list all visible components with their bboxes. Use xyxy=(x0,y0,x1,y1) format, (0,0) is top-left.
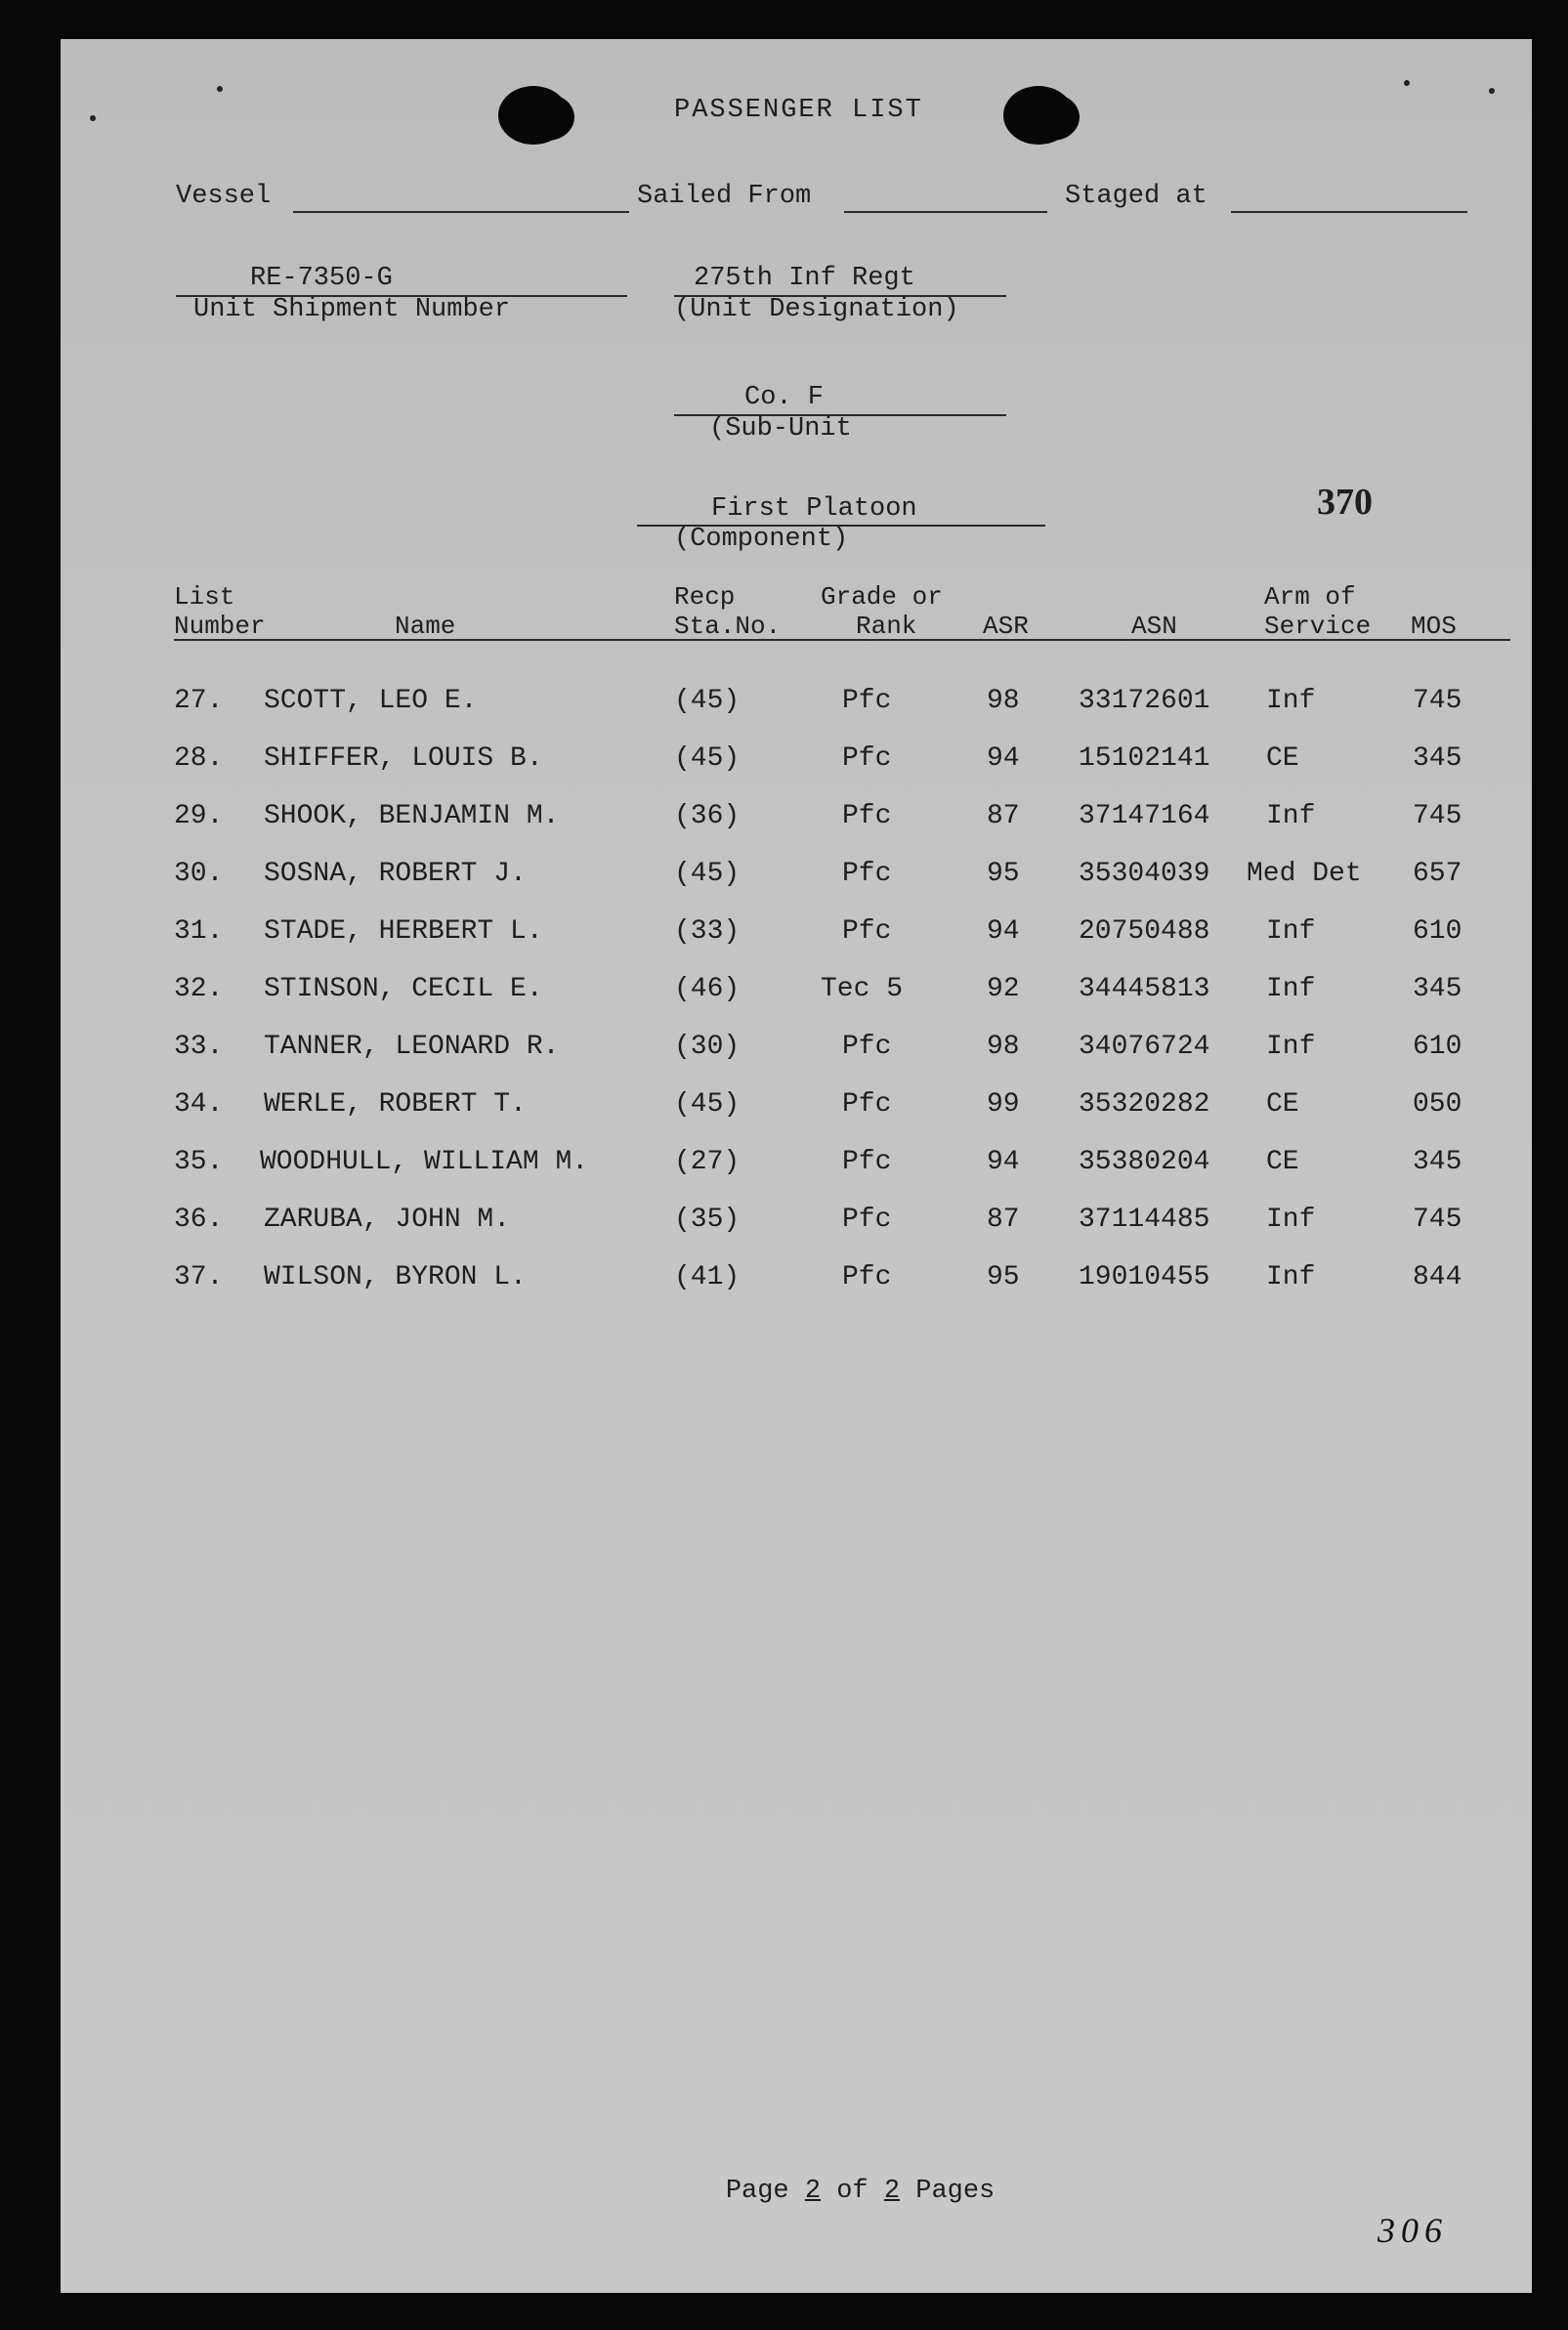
arm-of-service: CE xyxy=(1266,1147,1299,1177)
asr: 94 xyxy=(987,916,1020,947)
grade: Pfc xyxy=(842,686,892,716)
passenger-name: WERLE, ROBERT T. xyxy=(264,1089,527,1120)
asn: 19010455 xyxy=(1079,1262,1210,1292)
table-row xyxy=(61,974,1532,1023)
header-underline xyxy=(174,639,1510,641)
staged-at-label: Staged at xyxy=(1065,182,1208,211)
arm-of-service: Inf xyxy=(1266,916,1316,947)
table-row xyxy=(61,1262,1532,1311)
col-name: Name xyxy=(395,612,456,641)
col-recp-line2: Sta.No. xyxy=(674,612,782,641)
asn: 37114485 xyxy=(1079,1205,1210,1235)
arm-of-service: Inf xyxy=(1266,1262,1316,1292)
grade: Pfc xyxy=(842,1032,892,1062)
asr: 87 xyxy=(987,1205,1020,1235)
passenger-name: SHOOK, BENJAMIN M. xyxy=(264,801,560,831)
passenger-name: SOSNA, ROBERT J. xyxy=(264,859,527,889)
passenger-name: WILSON, BYRON L. xyxy=(264,1262,527,1292)
asn: 20750488 xyxy=(1079,916,1210,947)
page-of: of xyxy=(836,2177,869,2206)
grade: Pfc xyxy=(842,1205,892,1235)
recp-station: (36) xyxy=(674,801,741,831)
asn: 37147164 xyxy=(1079,801,1210,831)
sub-unit-value: Co. F xyxy=(744,383,825,412)
asn: 34445813 xyxy=(1079,974,1210,1004)
recp-station: (30) xyxy=(674,1032,741,1062)
document-page xyxy=(61,39,1532,2293)
sailed-from-label: Sailed From xyxy=(637,182,812,211)
col-arm-line2: Service xyxy=(1264,612,1372,641)
page-prefix: Page xyxy=(725,2177,789,2206)
grade: Pfc xyxy=(842,801,892,831)
passenger-name: WOODHULL, WILLIAM M. xyxy=(260,1147,589,1177)
list-number: 29. xyxy=(174,801,224,831)
asr: 95 xyxy=(987,859,1020,889)
asn: 35380204 xyxy=(1079,1147,1210,1177)
passenger-name: SHIFFER, LOUIS B. xyxy=(264,743,543,774)
recp-station: (33) xyxy=(674,916,741,947)
ink-speck xyxy=(217,86,223,92)
asn: 35304039 xyxy=(1079,859,1210,889)
mos: 050 xyxy=(1413,1089,1462,1120)
recp-station: (45) xyxy=(674,859,741,889)
mos: 345 xyxy=(1413,974,1462,1004)
list-number: 27. xyxy=(174,686,224,716)
sub-unit-label: (Sub-Unit xyxy=(709,414,852,444)
asr: 98 xyxy=(987,1032,1020,1062)
col-list-number-line1: List xyxy=(174,582,235,612)
mos: 345 xyxy=(1413,1147,1462,1177)
list-number: 35. xyxy=(174,1147,224,1177)
table-row xyxy=(61,743,1532,792)
list-number: 31. xyxy=(174,916,224,947)
punch-hole-left xyxy=(498,86,569,145)
document-title: PASSENGER LIST xyxy=(674,96,923,125)
recp-station: (41) xyxy=(674,1262,741,1292)
recp-station: (45) xyxy=(674,1089,741,1120)
arm-of-service: Inf xyxy=(1266,801,1316,831)
ink-speck xyxy=(90,115,96,121)
col-grade-line1: Grade or xyxy=(821,582,943,612)
passenger-name: ZARUBA, JOHN M. xyxy=(264,1205,511,1235)
col-asr: ASR xyxy=(983,612,1029,641)
grade: Pfc xyxy=(842,859,892,889)
recp-station: (27) xyxy=(674,1147,741,1177)
table-row xyxy=(61,801,1532,850)
unit-designation-value: 275th Inf Regt xyxy=(694,264,915,293)
ink-speck xyxy=(1489,88,1495,94)
list-number: 28. xyxy=(174,743,224,774)
mos: 657 xyxy=(1413,859,1462,889)
list-number: 33. xyxy=(174,1032,224,1062)
asr: 94 xyxy=(987,1147,1020,1177)
asr: 92 xyxy=(987,974,1020,1004)
list-number: 36. xyxy=(174,1205,224,1235)
mos: 610 xyxy=(1413,916,1462,947)
document-number: 370 xyxy=(1317,482,1373,523)
asr: 99 xyxy=(987,1089,1020,1120)
grade: Pfc xyxy=(842,1262,892,1292)
table-row xyxy=(61,1147,1532,1196)
arm-of-service: CE xyxy=(1266,1089,1299,1120)
mos: 745 xyxy=(1413,686,1462,716)
recp-station: (45) xyxy=(674,686,741,716)
punch-hole-right xyxy=(1003,86,1074,145)
arm-of-service: Inf xyxy=(1266,1205,1316,1235)
sailed-from-blank xyxy=(844,211,1047,213)
mos: 745 xyxy=(1413,801,1462,831)
arm-of-service: CE xyxy=(1266,743,1299,774)
grade: Pfc xyxy=(842,743,892,774)
col-mos: MOS xyxy=(1411,612,1457,641)
staged-at-blank xyxy=(1231,211,1467,213)
page-total: 2 xyxy=(883,2177,901,2206)
passenger-name: STINSON, CECIL E. xyxy=(264,974,543,1004)
shipment-number-value: RE-7350-G xyxy=(250,264,393,293)
asr: 98 xyxy=(987,686,1020,716)
unit-designation-label: (Unit Designation) xyxy=(674,295,959,324)
list-number: 30. xyxy=(174,859,224,889)
table-row xyxy=(61,859,1532,908)
recp-station: (45) xyxy=(674,743,741,774)
grade: Pfc xyxy=(842,1089,892,1120)
handwritten-page-number: 306 xyxy=(1377,2211,1448,2250)
ink-speck xyxy=(1404,80,1410,86)
mos: 345 xyxy=(1413,743,1462,774)
table-row xyxy=(61,1089,1532,1138)
col-asn: ASN xyxy=(1131,612,1177,641)
asn: 15102141 xyxy=(1079,743,1210,774)
arm-of-service: Med Det xyxy=(1247,859,1362,889)
table-row xyxy=(61,1032,1532,1080)
grade: Pfc xyxy=(842,916,892,947)
asr: 87 xyxy=(987,801,1020,831)
asn: 34076724 xyxy=(1079,1032,1210,1062)
recp-station: (35) xyxy=(674,1205,741,1235)
asn: 35320282 xyxy=(1079,1089,1210,1120)
col-list-number-line2: Number xyxy=(174,612,266,641)
grade: Tec 5 xyxy=(821,974,904,1004)
col-arm-line1: Arm of xyxy=(1264,582,1356,612)
grade: Pfc xyxy=(842,1147,892,1177)
list-number: 34. xyxy=(174,1089,224,1120)
list-number: 37. xyxy=(174,1262,224,1292)
col-grade-line2: Rank xyxy=(856,612,917,641)
asr: 94 xyxy=(987,743,1020,774)
table-row xyxy=(61,916,1532,965)
list-number: 32. xyxy=(174,974,224,1004)
passenger-name: STADE, HERBERT L. xyxy=(264,916,543,947)
asn: 33172601 xyxy=(1079,686,1210,716)
page-current: 2 xyxy=(804,2177,822,2206)
mos: 610 xyxy=(1413,1032,1462,1062)
vessel-label: Vessel xyxy=(176,182,272,211)
page-indicator xyxy=(662,2147,995,2235)
page-suffix: Pages xyxy=(915,2177,996,2206)
arm-of-service: Inf xyxy=(1266,974,1316,1004)
table-row xyxy=(61,686,1532,735)
component-label: (Component) xyxy=(674,525,849,554)
vessel-blank xyxy=(293,211,629,213)
col-recp-line1: Recp xyxy=(674,582,736,612)
asr: 95 xyxy=(987,1262,1020,1292)
mos: 844 xyxy=(1413,1262,1462,1292)
passenger-name: TANNER, LEONARD R. xyxy=(264,1032,560,1062)
shipment-number-label: Unit Shipment Number xyxy=(193,295,511,324)
passenger-name: SCOTT, LEO E. xyxy=(264,686,478,716)
recp-station: (46) xyxy=(674,974,741,1004)
component-value: First Platoon xyxy=(711,494,917,524)
arm-of-service: Inf xyxy=(1266,686,1316,716)
table-row xyxy=(61,1205,1532,1253)
mos: 745 xyxy=(1413,1205,1462,1235)
arm-of-service: Inf xyxy=(1266,1032,1316,1062)
